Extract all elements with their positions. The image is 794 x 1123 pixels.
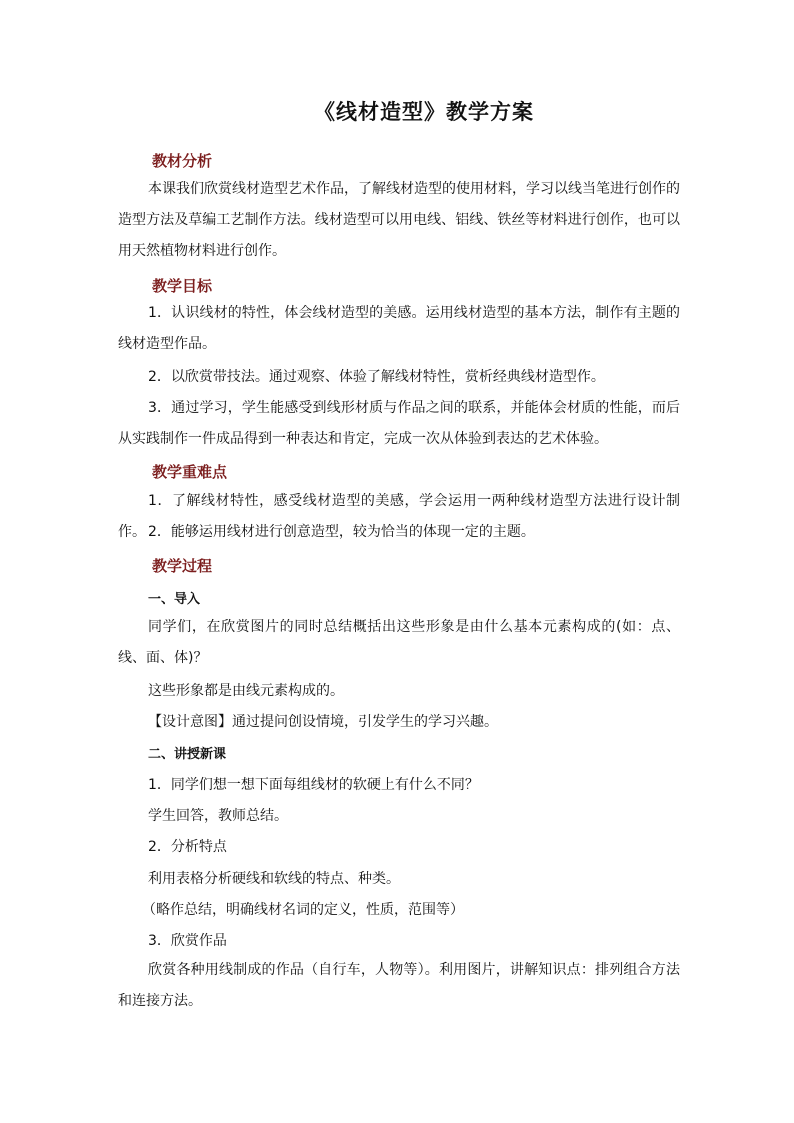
keypoint-item-2: 2．能够运用线材进行创意造型，较为恰当的体现一定的主题。 <box>148 524 535 540</box>
heading-goals: 教学目标 <box>152 277 213 295</box>
heading-process: 教学过程 <box>152 557 213 575</box>
lecture-step2-text: 利用表格分析硬线和软线的特点、种类。 <box>148 871 400 887</box>
lecture-step3-text: 欣赏各种用线制成的作品（自行车，人物等）。利用图片，讲解知识点：排列组合方法和连接方法。 <box>118 962 680 1009</box>
heading-analysis: 教材分析 <box>152 152 213 170</box>
lecture-step1-answer: 学生回答，教师总结。 <box>148 808 288 824</box>
keypoint-item-1: 1．了解线材特性，感受线材造型的美感，学会运用一两种线材造型方法进行设计制作。 <box>118 493 680 540</box>
intro-label: 一、导入 <box>148 592 201 607</box>
goal-item-2: 2．以欣赏带技法。通过观察、体验了解线材特性，赏析经典线材造型作。 <box>148 369 605 385</box>
lecture-step2-note: （略作总结，明确线材名词的定义，性质，范围等） <box>142 902 464 918</box>
goal-item-1: 1．认识线材的特性，体会线材造型的美感。运用线材造型的基本方法，制作有主题的线材造型作品。 <box>118 305 680 352</box>
analysis-paragraph: 本课我们欣赏线材造型艺术作品，了解线材造型的使用材料，学习以线当笔进行创作的造型方法及草编工艺制作方法。线材造型可以用电线、铝线、铁丝等材料进行创作，也可以用天然植物材料进行创作。 <box>118 181 680 259</box>
intro-design: 【设计意图】通过提问创设情境，引发学生的学习兴趣。 <box>148 714 498 730</box>
intro-question: 同学们，在欣赏图片的同时总结概括出这些形象是由什么基本元素构成的(如：点、线、面、体)？ <box>118 619 680 666</box>
lecture-step3: 3．欣赏作品 <box>148 933 227 949</box>
lecture-step2: 2．分析特点 <box>148 839 227 855</box>
goal-item-3: 3．通过学习，学生能感受到线形材质与作品之间的联系，并能体会材质的性能，而后从实践制作一件成品得到一种表达和肯定，完成一次从体验到表达的艺术体验。 <box>118 400 680 447</box>
heading-keypoints: 教学重难点 <box>152 463 228 481</box>
lecture-step1: 1．同学们想一想下面每组线材的软硬上有什么不同？ <box>148 777 479 793</box>
document-title: 《线材造型》教学方案 <box>314 100 534 124</box>
intro-answer: 这些形象都是由线元素构成的。 <box>148 683 344 699</box>
lecture-label: 二、讲授新课 <box>148 747 227 762</box>
